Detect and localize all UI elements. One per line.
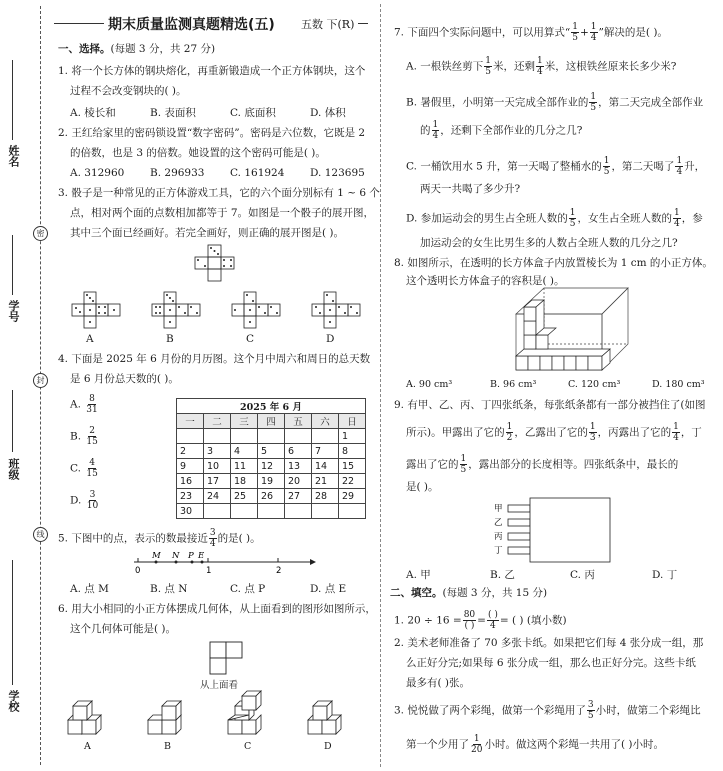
calendar-week-row (177, 504, 366, 519)
calendar-day-cell: 4 (231, 444, 258, 459)
dice-net-figure (194, 245, 236, 283)
transparent-box-figure (514, 284, 634, 374)
q2-option-c[interactable]: C. 161924 (230, 167, 285, 179)
q9-line2: 所示)。甲露出了它的 $\frac{1}{2}$ ，乙露出了它的 $\frac{1}{3}$ ，丙露出了它的 $\frac{1}{4}$ ，丁 (406, 422, 702, 443)
q9-option-a[interactable]: A. 甲 (406, 569, 431, 581)
q9-line4: 是( )。 (406, 481, 439, 493)
q1-option-b[interactable]: B. 表面积 (150, 107, 196, 119)
calendar-week-row (177, 429, 366, 444)
nl-two: 2 (276, 566, 282, 576)
q7-option-b[interactable]: B. 暑假里，小明第一天完成全部作业的 $\frac{1}{5}$ ，第二天完成全部作业 (406, 92, 704, 113)
calendar-day-cell: 5 (258, 444, 285, 459)
calendar-day-cell (231, 429, 258, 444)
q6-option-a[interactable]: A (84, 741, 91, 752)
q5-option-b[interactable]: B. 点 N (150, 583, 188, 595)
calendar-day-cell: 20 (285, 474, 312, 489)
q1-option-a[interactable]: A. 棱长和 (70, 107, 116, 119)
nl-point-e: E (198, 551, 205, 561)
calendar-week-row (177, 444, 366, 459)
name-label: 姓名 (7, 145, 20, 167)
q4-option-d[interactable]: D. $\frac{3}{10}$ (70, 490, 99, 511)
q7-option-d[interactable]: D. 参加运动会的男生占全班人数的 $\frac{1}{5}$ ，女生占全班人数的 $\frac{1}{4}$ ，参 (406, 208, 703, 229)
calendar-day-cell (312, 429, 339, 444)
q4-line1: 4. 下面是 2025 年 6 月份的月历图。这个月中周六和周日的总天数 (58, 353, 371, 365)
q6-solid-options (68, 698, 368, 740)
q1-line1: 1. 将一个长方体的钢块熔化，再重新锻造成一个正方体钢块，这个 (58, 65, 366, 77)
q3-line1: 3. 骰子是一种常见的正方体游戏工具，它的六个面分别标有 1 ~ 6 个 (58, 187, 380, 199)
strip-label-ding: 丁 (494, 546, 503, 556)
header-rule-right (358, 23, 368, 24)
q5-option-d[interactable]: D. 点 E (310, 583, 347, 595)
q1-option-d[interactable]: D. 体积 (310, 107, 346, 119)
q2-option-a[interactable]: A. 312960 (70, 167, 125, 179)
q4-option-c[interactable]: C. $\frac{4}{15}$ (70, 458, 98, 479)
calendar-day-cell: 22 (339, 474, 366, 489)
calendar-day-cell: 13 (285, 459, 312, 474)
q6-option-d[interactable]: D (324, 741, 332, 752)
school-label: 学校 (7, 690, 20, 712)
q4-line2: 是 6 月份总天数的( )。 (70, 373, 179, 385)
calendar-day-cell: 3 (204, 444, 231, 459)
number-line (134, 553, 314, 575)
calendar-day-cell: 2 (177, 444, 204, 459)
seal-char-3: 线 (33, 527, 48, 542)
q3-option-b[interactable]: B (166, 333, 174, 345)
calendar-day-cell: 14 (312, 459, 339, 474)
q5-option-a[interactable]: A. 点 M (70, 583, 109, 595)
q5-text: 5. 下图中的点，表示的数最接近 $\frac{3}{4}$ 的是( )。 (58, 528, 261, 549)
q9-option-d[interactable]: D. 丁 (652, 569, 678, 581)
f3-line2[interactable]: 第一个少用了 $\frac{1}{20}$ 小时。做这两个彩绳一共用了( )小时。 (406, 734, 664, 755)
calendar-day-cell: 23 (177, 489, 204, 504)
q8-option-c[interactable]: C. 120 cm³ (568, 379, 621, 390)
id-label: 学号 (7, 300, 20, 322)
q7-stem: 7. 下面四个实际问题中，可以用算式“ $\frac{1}{5}$ + $\frac{1}{4}$ ”解决的是( )。 (394, 22, 668, 43)
calendar-day-cell: 11 (231, 459, 258, 474)
weekday: 日 (339, 414, 366, 429)
june-calendar (176, 398, 366, 519)
section1-heading: 一、选择。(每题 3 分，共 27 分) (58, 43, 216, 55)
calendar-day-cell: 16 (177, 474, 204, 489)
id-field[interactable] (12, 235, 13, 295)
q4-option-a[interactable]: A. $\frac{8}{31}$ (70, 394, 98, 415)
calendar-day-cell (177, 429, 204, 444)
strip-label-yi: 乙 (494, 518, 503, 528)
calendar-day-cell: 18 (231, 474, 258, 489)
calendar-day-cell (312, 504, 339, 519)
class-label: 班级 (7, 458, 20, 480)
calendar-day-cell: 19 (258, 474, 285, 489)
q6-line2: 这个几何体可能是( )。 (70, 623, 177, 635)
page-header (54, 14, 368, 34)
calendar-day-cell: 7 (312, 444, 339, 459)
q6-option-b[interactable]: B (164, 741, 171, 752)
f2-line2: 么正好分完;如果每 6 张分成一组，那么也正好分完。这些卡纸 (406, 657, 696, 669)
q3-line2: 点，相对两个面的点数相加都等于 7。如图是一个骰子的展开图， (70, 207, 375, 219)
q9-option-c[interactable]: C. 丙 (570, 569, 595, 581)
school-field[interactable] (12, 560, 13, 685)
weekday: 四 (258, 414, 285, 429)
q6-line1: 6. 用大小相同的小正方体摆成几何体，从上面看到的图形如图所示， (58, 603, 376, 615)
calendar-day-cell (258, 504, 285, 519)
q3-option-a[interactable]: A (86, 333, 94, 345)
calendar-day-cell: 6 (285, 444, 312, 459)
q8-line2: 这个透明长方体盒子的容积是( )。 (406, 275, 565, 287)
q2-option-b[interactable]: B. 296933 (150, 167, 205, 179)
q8-option-d[interactable]: D. 180 cm³ (652, 379, 705, 390)
calendar-week-row (177, 459, 366, 474)
weekday: 五 (285, 414, 312, 429)
weekday: 一 (177, 414, 204, 429)
q8-line1: 8. 如图所示，在透明的长方体盒子内放置棱长为 1 cm 的小正方体。 (394, 257, 713, 269)
f3-line1: 3. 悦悦做了两个彩绳，做第一个彩绳用了 $\frac{3}{5}$ 小时，做第二个彩绳比 (394, 700, 701, 721)
q3-line3: 其中三个面已经画好。若完全画好，则正确的展开图是( )。 (70, 227, 345, 239)
f2-line1: 2. 美术老师准备了 70 多张卡纸。如果把它们每 4 张分成一组，那 (394, 637, 704, 649)
calendar-day-cell: 26 (258, 489, 285, 504)
q2-option-d[interactable]: D. 123695 (310, 167, 365, 179)
calendar-day-cell: 17 (204, 474, 231, 489)
nl-one: 1 (206, 566, 212, 576)
f2-line3[interactable]: 最多有( )张。 (406, 677, 471, 689)
top-view-caption: 从上面看 (200, 680, 239, 691)
calendar-week-row (177, 474, 366, 489)
calendar-day-cell: 30 (177, 504, 204, 519)
nl-point-m: M (152, 551, 161, 561)
q7-option-c[interactable]: C. 一桶饮用水 5 升，第一天喝了整桶水的 $\frac{1}{5}$ ，第二天喝了 $\frac{1}{4}$ 升， (406, 156, 706, 177)
nl-point-p: P (188, 551, 194, 561)
strip-label-bing: 丙 (494, 532, 503, 542)
calendar-day-cell: 8 (339, 444, 366, 459)
calendar-day-cell: 1 (339, 429, 366, 444)
q3-option-c[interactable]: C (246, 333, 255, 345)
q2-line2: 的倍数，也是 3 的倍数。她设置的这个密码可能是( )。 (70, 147, 326, 159)
q8-option-b[interactable]: B. 96 cm³ (490, 379, 537, 390)
calendar-body (177, 429, 366, 519)
page-title: 期末质量监测真题精选(五) (108, 17, 275, 33)
calendar-day-cell: 25 (231, 489, 258, 504)
calendar-day-cell (204, 504, 231, 519)
dice-net-options (72, 290, 362, 330)
q6-option-c[interactable]: C (244, 741, 252, 752)
calendar-day-cell (258, 429, 285, 444)
q9-line1: 9. 有甲、乙、丙、丁四张纸条，每张纸条都有一部分被挡住了(如图 (394, 399, 706, 411)
calendar-day-cell: 9 (177, 459, 204, 474)
q9-line3: 露出了它的 $\frac{1}{5}$ ，露出部分的长度相等。四张纸条中，最长的 (406, 454, 679, 475)
column-divider (380, 4, 381, 767)
calendar-day-cell: 29 (339, 489, 366, 504)
calendar-day-cell: 28 (312, 489, 339, 504)
strip-label-jia: 甲 (494, 504, 503, 514)
q7-option-d-cont: 加运动会的女生比男生多的人数占全班人数的几分之几? (420, 237, 678, 249)
header-rule-left (54, 23, 104, 24)
section2-heading: 二、填空。(每题 3 分，共 15 分) (390, 587, 548, 599)
calendar-day-cell (339, 504, 366, 519)
q7-option-b-cont: 的 $\frac{1}{4}$ ，还剩下全部作业的几分之几? (420, 120, 583, 141)
calendar-day-cell (285, 429, 312, 444)
calendar-title: 2025 年 6 月 (177, 399, 366, 414)
q4-option-b[interactable]: B. $\frac{2}{15}$ (70, 426, 98, 447)
q3-option-d[interactable]: D (326, 333, 335, 345)
name-field[interactable] (12, 60, 13, 140)
q1-line2: 过程不会改变钢块的( )。 (70, 85, 187, 97)
seal-char-1: 密 (33, 226, 48, 241)
f1-text[interactable]: 1. 20 ÷ 16 = $\frac{80}{( )}$ = $\frac{( )}{4}$ = ( ) (填小数) (394, 610, 567, 631)
calendar-day-cell (204, 429, 231, 444)
q9-option-b[interactable]: B. 乙 (490, 569, 515, 581)
q7-option-c-cont: 两天一共喝了多少升? (420, 183, 521, 195)
calendar-week-row (177, 489, 366, 504)
page-subject: 五数 下(R) (301, 18, 355, 31)
calendar-day-cell: 21 (312, 474, 339, 489)
calendar-day-cell: 27 (285, 489, 312, 504)
q5-option-c[interactable]: C. 点 P (230, 583, 266, 595)
q2-line1: 2. 王红给家里的密码锁设置“数字密码”。密码是六位数，它既是 2 (58, 127, 366, 139)
q1-option-c[interactable]: C. 底面积 (230, 107, 276, 119)
binding-strip (0, 0, 52, 771)
weekday: 三 (231, 414, 258, 429)
calendar-day-cell (231, 504, 258, 519)
calendar-day-cell (285, 504, 312, 519)
nl-point-n: N (172, 551, 180, 561)
nl-zero: 0 (135, 566, 141, 576)
top-view-figure (209, 641, 243, 675)
paper-strips-figure (494, 496, 614, 566)
calendar-day-cell: 15 (339, 459, 366, 474)
weekday: 六 (312, 414, 339, 429)
seal-char-2: 封 (33, 373, 48, 388)
q7-option-a[interactable]: A. 一根铁丝剪下 $\frac{1}{5}$ 米，还剩 $\frac{1}{4}$ 米，这根铁丝原来长多少米? (406, 56, 677, 77)
class-field[interactable] (12, 390, 13, 452)
calendar-day-cell: 12 (258, 459, 285, 474)
weekday: 二 (204, 414, 231, 429)
calendar-day-cell: 24 (204, 489, 231, 504)
q8-option-a[interactable]: A. 90 cm³ (406, 379, 453, 390)
calendar-day-cell: 10 (204, 459, 231, 474)
